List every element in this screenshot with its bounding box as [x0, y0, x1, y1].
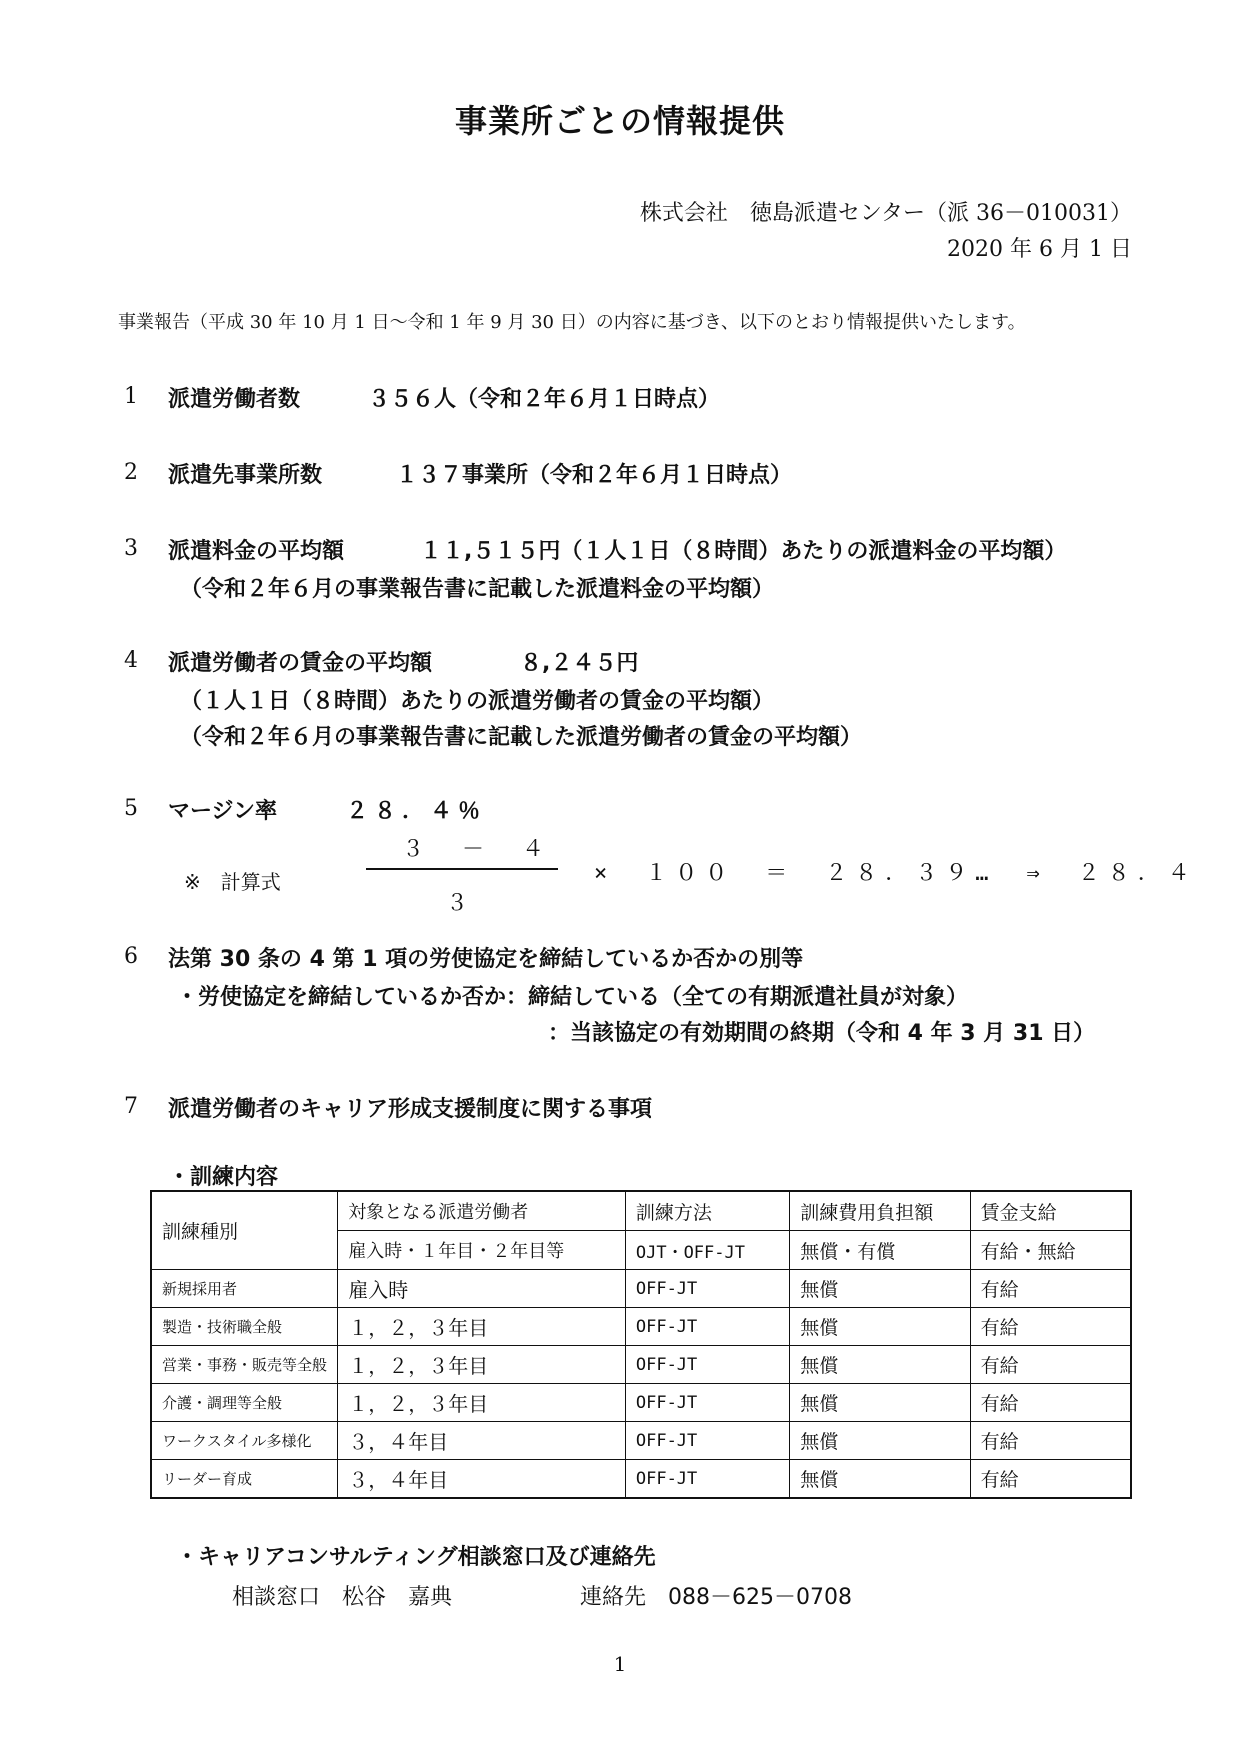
pay-cell: 有給 [970, 1422, 1131, 1460]
section-1-number: 1 [124, 384, 138, 409]
table-row [151, 1460, 1131, 1499]
pay-cell: 有給 [970, 1346, 1131, 1384]
pay-cell: 有給 [970, 1460, 1131, 1499]
section-5-number: 5 [124, 796, 138, 821]
section-1-value: ３５６人（令和２年６月１日時点） [368, 387, 721, 412]
target-cell: １，２，３年目 [338, 1384, 626, 1422]
document-date: 2020 年 6 月 1 日 [947, 237, 1132, 262]
table-row [151, 1422, 1131, 1460]
section-2-number: 2 [124, 460, 138, 485]
section-4-note-1: （１人１日（８時間）あたりの派遣労働者の賃金の平均額） [180, 689, 775, 714]
formula-result: × １００ ＝ ２８．３９… ⇒ ２８．４ [594, 861, 1198, 886]
header-training-type: 訓練種別 [151, 1191, 338, 1270]
section-6-line-1: ・労使協定を締結しているか否か：締結している（全ての有期派遣社員が対象） [176, 985, 969, 1010]
training-type-cell: リーダー育成 [151, 1460, 338, 1499]
intro-text: 事業報告（平成 30 年 10 月 1 日～令和 1 年 9 月 30 日）の内容に基づき、以下のとおり情報提供いたします。 [118, 312, 1026, 333]
method-cell: OFF-JT [625, 1346, 789, 1384]
section-4-note-2: （令和２年６月の事業報告書に記載した派遣労働者の賃金の平均額） [180, 725, 863, 750]
section-5-label: マージン率 [168, 799, 278, 824]
section-4-value: ８,２４５円 [520, 651, 639, 676]
header-target: 対象となる派遣労働者 [338, 1191, 626, 1231]
training-type-cell: ワークスタイル多様化 [151, 1422, 338, 1460]
section-2-label: 派遣先事業所数 [168, 463, 323, 488]
method-cell: OFF-JT [625, 1460, 789, 1499]
company-name: 株式会社 徳島派遣センター（派 36－010031） [639, 201, 1132, 226]
training-type-cell: 製造・技術職全般 [151, 1308, 338, 1346]
consult-contact: 連絡先 088－625－0708 [580, 1585, 852, 1610]
training-type-cell: 介護・調理等全般 [151, 1384, 338, 1422]
section-3-note: （令和２年６月の事業報告書に記載した派遣料金の平均額） [180, 577, 775, 602]
section-1-label: 派遣労働者数 [168, 387, 301, 412]
target-cell: ３，４年目 [338, 1422, 626, 1460]
training-type-cell: 営業・事務・販売等全般 [151, 1346, 338, 1384]
method-cell: OFF-JT [625, 1422, 789, 1460]
header-target-options: 雇入時・１年目・２年目等 [338, 1231, 626, 1270]
training-table [150, 1190, 1132, 1499]
section-6-label: 法第 30 条の 4 第 1 項の労使協定を締結しているか否かの別等 [168, 947, 804, 972]
pay-cell: 有給 [970, 1270, 1131, 1308]
fraction-bar [366, 868, 558, 870]
training-heading: ・訓練内容 [168, 1165, 279, 1190]
table-row [151, 1270, 1131, 1308]
pay-cell: 有給 [970, 1308, 1131, 1346]
header-pay-options: 有給・無給 [970, 1231, 1131, 1270]
target-cell: 雇入時 [338, 1270, 626, 1308]
page-number: 1 [613, 1652, 627, 1676]
cost-cell: 無償 [790, 1422, 970, 1460]
target-cell: ３，４年目 [338, 1460, 626, 1499]
header-cost: 訓練費用負担額 [790, 1191, 970, 1231]
method-cell: OFF-JT [625, 1270, 789, 1308]
table-row [151, 1346, 1131, 1384]
target-cell: １，２，３年目 [338, 1308, 626, 1346]
section-3-value: １１,５１５円（１人１日（８時間）あたりの派遣料金の平均額） [420, 539, 1067, 564]
formula-numerator: ３ － ４ [402, 837, 553, 862]
table-header-row [151, 1191, 1131, 1231]
section-3-label: 派遣料金の平均額 [168, 539, 345, 564]
section-7-number: 7 [124, 1094, 138, 1119]
page-title: 事業所ごとの情報提供 [454, 102, 785, 140]
pay-cell: 有給 [970, 1384, 1131, 1422]
header-pay: 賃金支給 [970, 1191, 1131, 1231]
training-type-cell: 新規採用者 [151, 1270, 338, 1308]
cost-cell: 無償 [790, 1270, 970, 1308]
cost-cell: 無償 [790, 1308, 970, 1346]
header-cost-options: 無償・有償 [790, 1231, 970, 1270]
cost-cell: 無償 [790, 1384, 970, 1422]
method-cell: OFF-JT [625, 1308, 789, 1346]
table-row [151, 1308, 1131, 1346]
section-4-number: 4 [124, 648, 138, 673]
formula-denominator: ３ [446, 891, 477, 916]
section-5-value: ２８．４％ [346, 799, 487, 824]
cost-cell: 無償 [790, 1460, 970, 1499]
section-6-line-2: ：当該協定の有効期間の終期（令和 4 年 3 月 31 日） [548, 1021, 1096, 1046]
section-7-label: 派遣労働者のキャリア形成支援制度に関する事項 [168, 1097, 653, 1122]
target-cell: １，２，３年目 [338, 1346, 626, 1384]
section-2-value: １３７事業所（令和２年６月１日時点） [396, 463, 793, 488]
table-row [151, 1384, 1131, 1422]
header-method-options: OJT・OFF-JT [625, 1231, 789, 1270]
consult-heading: ・キャリアコンサルティング相談窓口及び連絡先 [176, 1545, 656, 1570]
section-4-label: 派遣労働者の賃金の平均額 [168, 651, 433, 676]
section-6-number: 6 [124, 944, 138, 969]
section-3-number: 3 [124, 536, 138, 561]
header-method: 訓練方法 [625, 1191, 789, 1231]
consult-window: 相談窓口 松谷 嘉典 [232, 1585, 453, 1610]
formula-label: ※ 計算式 [184, 870, 281, 894]
method-cell: OFF-JT [625, 1384, 789, 1422]
cost-cell: 無償 [790, 1346, 970, 1384]
